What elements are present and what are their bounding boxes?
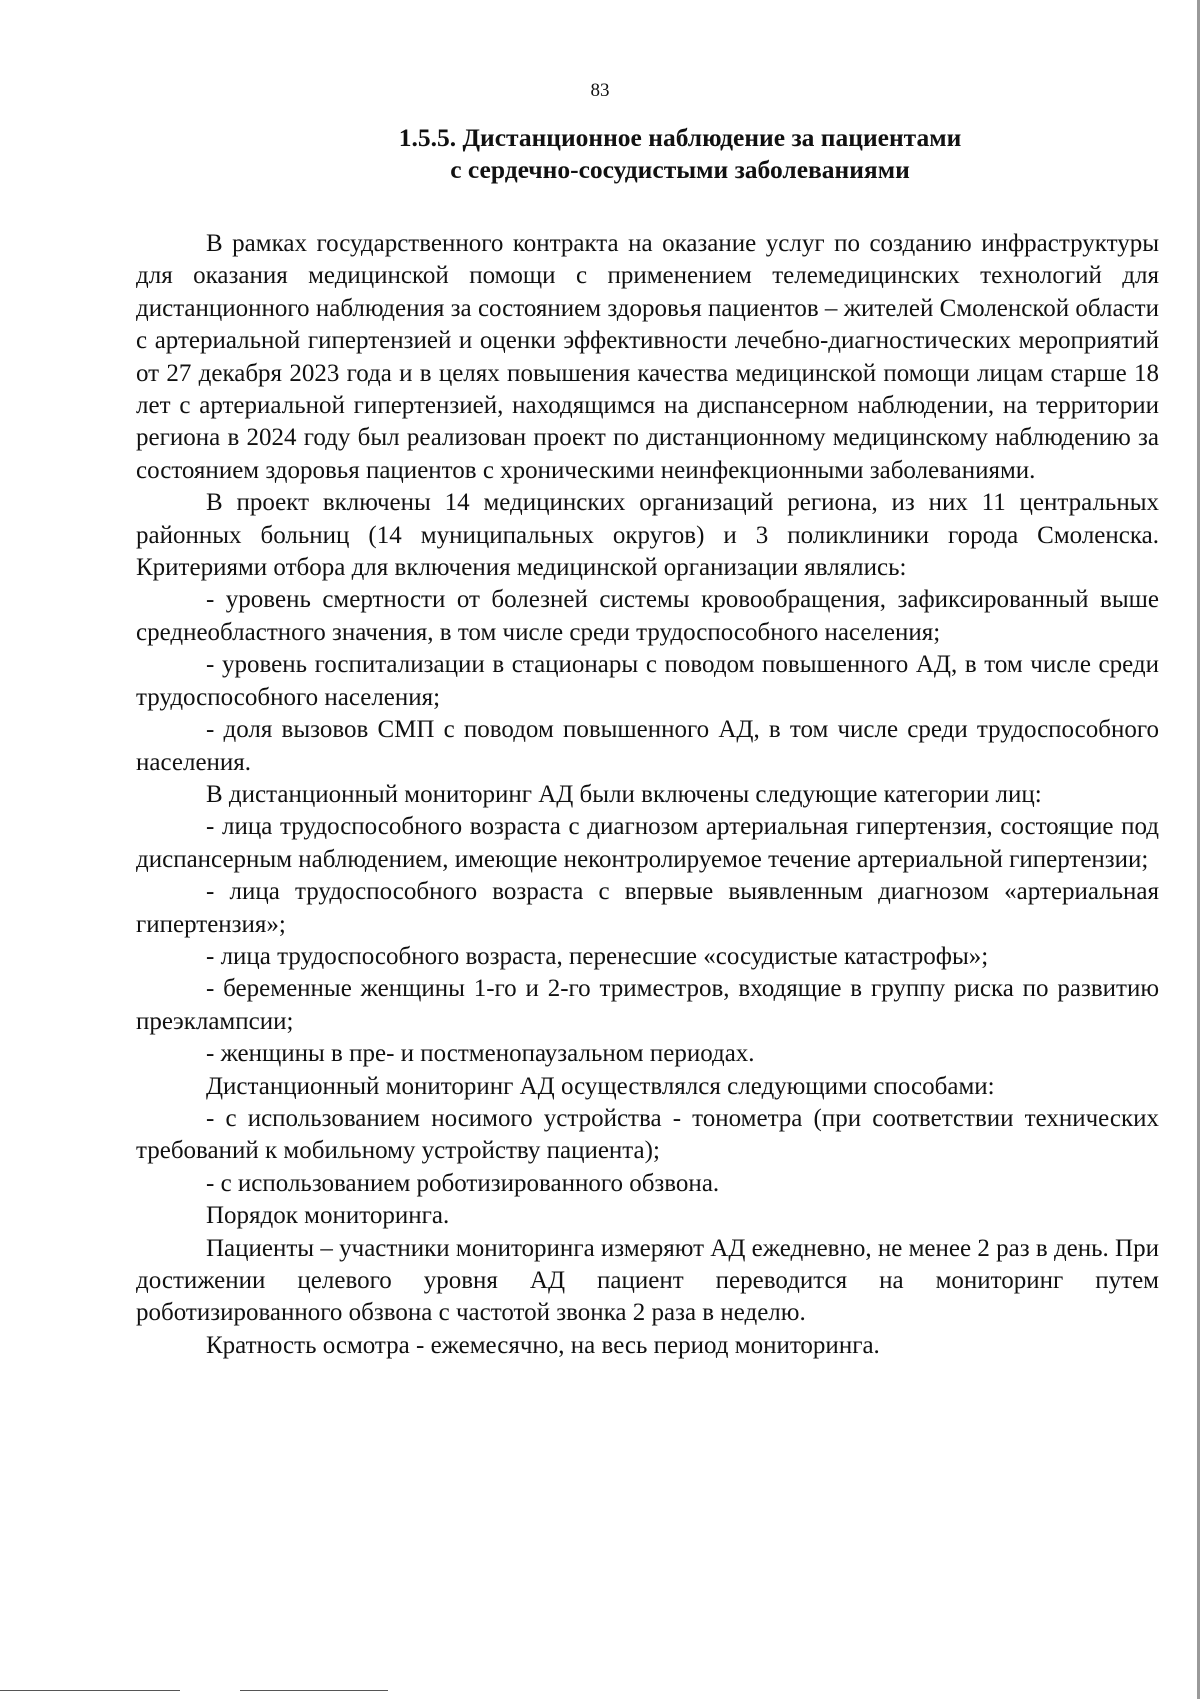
section-heading-line-1: 1.5.5. Дистанционное наблюдение за пациентами bbox=[398, 123, 962, 152]
category-pregnant-women: - беременные женщины 1-го и 2-го триместров, входящие в группу риска по развитию преэклампсии; bbox=[136, 975, 1159, 1035]
section-heading bbox=[260, 122, 1100, 186]
paragraph-categories-intro: В дистанционный мониторинг АД были включены следующие категории лиц: bbox=[206, 780, 1042, 808]
footer-rule-left bbox=[0, 1690, 180, 1691]
method-wearable-device: - с использованием носимого устройства - тонометра (при соответствии технических требований к мобильному устройству пациента); bbox=[136, 1104, 1159, 1165]
paragraph-examination-frequency: Кратность осмотра - ежемесячно, на весь период мониторинга. bbox=[206, 1331, 880, 1359]
criterion-ambulance-calls: - доля вызовов СМП с поводом повышенного АД, в том числе среди трудоспособного населения. bbox=[136, 716, 1159, 776]
paragraph-project-scope: В проект включены 14 медицинских организаций региона, из них 11 центральных районных больниц (14 муниципальных округов) и 3 поликлиники города Смоленска. Критериями отбора для включения медицинской организации являлись: bbox=[136, 489, 1159, 582]
category-uncontrolled-hypertension: - лица трудоспособного возраста с диагнозом артериальная гипертензия, состоящие под диспансерным наблюдением, имеющие неконтролируемое течение артериальной гипертензии; bbox=[136, 813, 1159, 873]
category-vascular-catastrophes: - лица трудоспособного возраста, перенесшие «сосудистые катастрофы»; bbox=[206, 942, 989, 970]
paragraph-measurement-frequency: Пациенты – участники мониторинга измеряют АД ежедневно, не менее 2 раз в день. При достижении целевого уровня АД пациент переводится на мониторинг путем роботизированного обзвона с частотой звонка 2 раза в неделю. bbox=[136, 1234, 1159, 1327]
criterion-mortality: - уровень смертности от болезней системы кровообращения, зафиксированный выше среднеобластного значения, в том числе среди трудоспособного населения; bbox=[136, 586, 1159, 646]
footer-rule-middle bbox=[240, 1690, 388, 1691]
document-body bbox=[136, 228, 1159, 1362]
section-heading-line-2: с сердечно-сосудистыми заболеваниями bbox=[450, 155, 910, 184]
paragraph-monitoring-order: Порядок мониторинга. bbox=[206, 1202, 450, 1230]
page-number: 83 bbox=[590, 80, 610, 101]
paragraph-methods-intro: Дистанционный мониторинг АД осуществлялся следующими способами: bbox=[206, 1072, 995, 1100]
paragraph-contract: В рамках государственного контракта на оказание услуг по созданию инфраструктуры для оказания медицинской помощи с применением телемедицинских технологий для дистанционного наблюдения за состоянием здоровья пациентов – жителей Смоленской области с артериальной гипертензией и оценки эффективности лечебно-диагностических мероприятий от 27 декабря 2023 года и в целях повышения качества медицинской помощи лицам старше 18 лет с артериальной гипертензией, находящимся на диспансерном наблюдении, на территории региона в 2024 году был реализован проект по дистанционному медицинскому наблюдению за состоянием здоровья пациентов с хроническими неинфекционными заболеваниями. bbox=[136, 230, 1159, 484]
method-robotic-calls: - с использованием роботизированного обзвона. bbox=[206, 1169, 720, 1197]
category-newly-diagnosed: - лица трудоспособного возраста с впервые выявленным диагнозом «артериальная гипертензия»; bbox=[136, 878, 1159, 938]
category-menopause: - женщины в пре- и постменопаузальном периодах. bbox=[206, 1040, 755, 1068]
criterion-hospitalization: - уровень госпитализации в стационары с поводом повышенного АД, в том числе среди трудоспособного населения; bbox=[136, 651, 1159, 711]
